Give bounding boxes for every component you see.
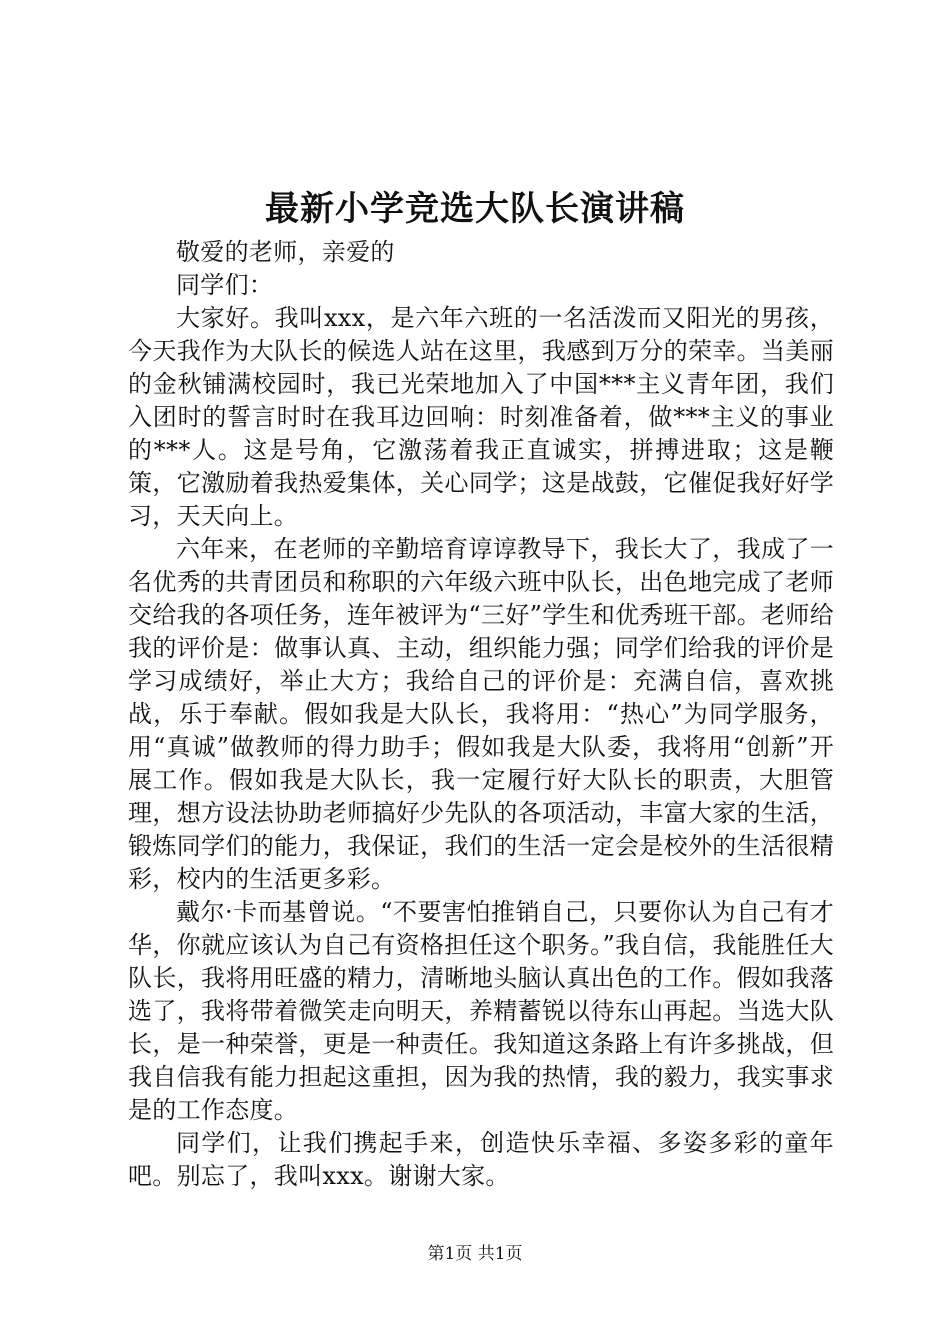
- paragraph-2: 六年来，在老师的辛勤培育谆谆教导下，我长大了，我成了一名优秀的共青团员和称职的六年级六班中队长，出色地完成了老师交给我的各项任务，连年被评为“三好”学生和优秀班干部。老师给我的评价是：做事认真、主动，组织能力强；同学们给我的评价是学习成绩好，举止大方；我给自己的评价是：充满自信，喜欢挑战，乐于奉献。假如我是大队长，我将用：“热心”为同学服务，用“真诚”做教师的得力助手；假如我是大队委，我将用“创新”开展工作。假如我是大队长，我一定履行好大队长的职责，大胆管理，想方设法协助老师搞好少先队的各项活动，丰富大家的生活，锻炼同学们的能力，我保证，我们的生活一定会是校外的生活很精彩，校内的生活更多彩。: [128, 535, 834, 893]
- paragraph-1: 大家好。我叫xxx，是六年六班的一名活泼而又阳光的男孩，今天我作为大队长的候选人站在这里，我感到万分的荣幸。当美丽的金秋铺满校园时，我已光荣地加入了中国***主义青年团，我们入团时的誓言时时在我耳边回响：时刻准备着，做***主义的事业的***人。这是号角，它激荡着我正直诚实，拼搏进取；这是鞭策，它激励着我热爱集体，关心同学；这是战鼓，它催促我好好学习，天天向上。: [128, 304, 834, 530]
- salutation-line-2: 同学们：: [176, 271, 274, 299]
- document-body: [128, 236, 834, 1193]
- paragraph-3: 戴尔·卡而基曾说。“不要害怕推销自己，只要你认为自己有才华，你就应该认为自己有资格担任这个职务。”我自信，我能胜任大队长，我将用旺盛的精力，清晰地头脑认真出色的工作。假如我落选了，我将带着微笑走向明天，养精蓄锐以待东山再起。当选大队长，是一种荣誉，更是一种责任。我知道这条路上有许多挑战，但我自信我有能力担起这重担，因为我的热情，我的毅力，我实事求是的工作态度。: [128, 898, 834, 1124]
- document-title: 最新小学竞选大队长演讲稿: [265, 189, 685, 229]
- salutation-line-1: 敬爱的老师，亲爱的: [176, 238, 395, 266]
- page-footer: 第1页 共1页: [427, 1244, 523, 1264]
- paragraph-4: 同学们，让我们携起手来，创造快乐幸福、多姿多彩的童年吧。别忘了，我叫xxx。谢谢大家。: [128, 1129, 834, 1190]
